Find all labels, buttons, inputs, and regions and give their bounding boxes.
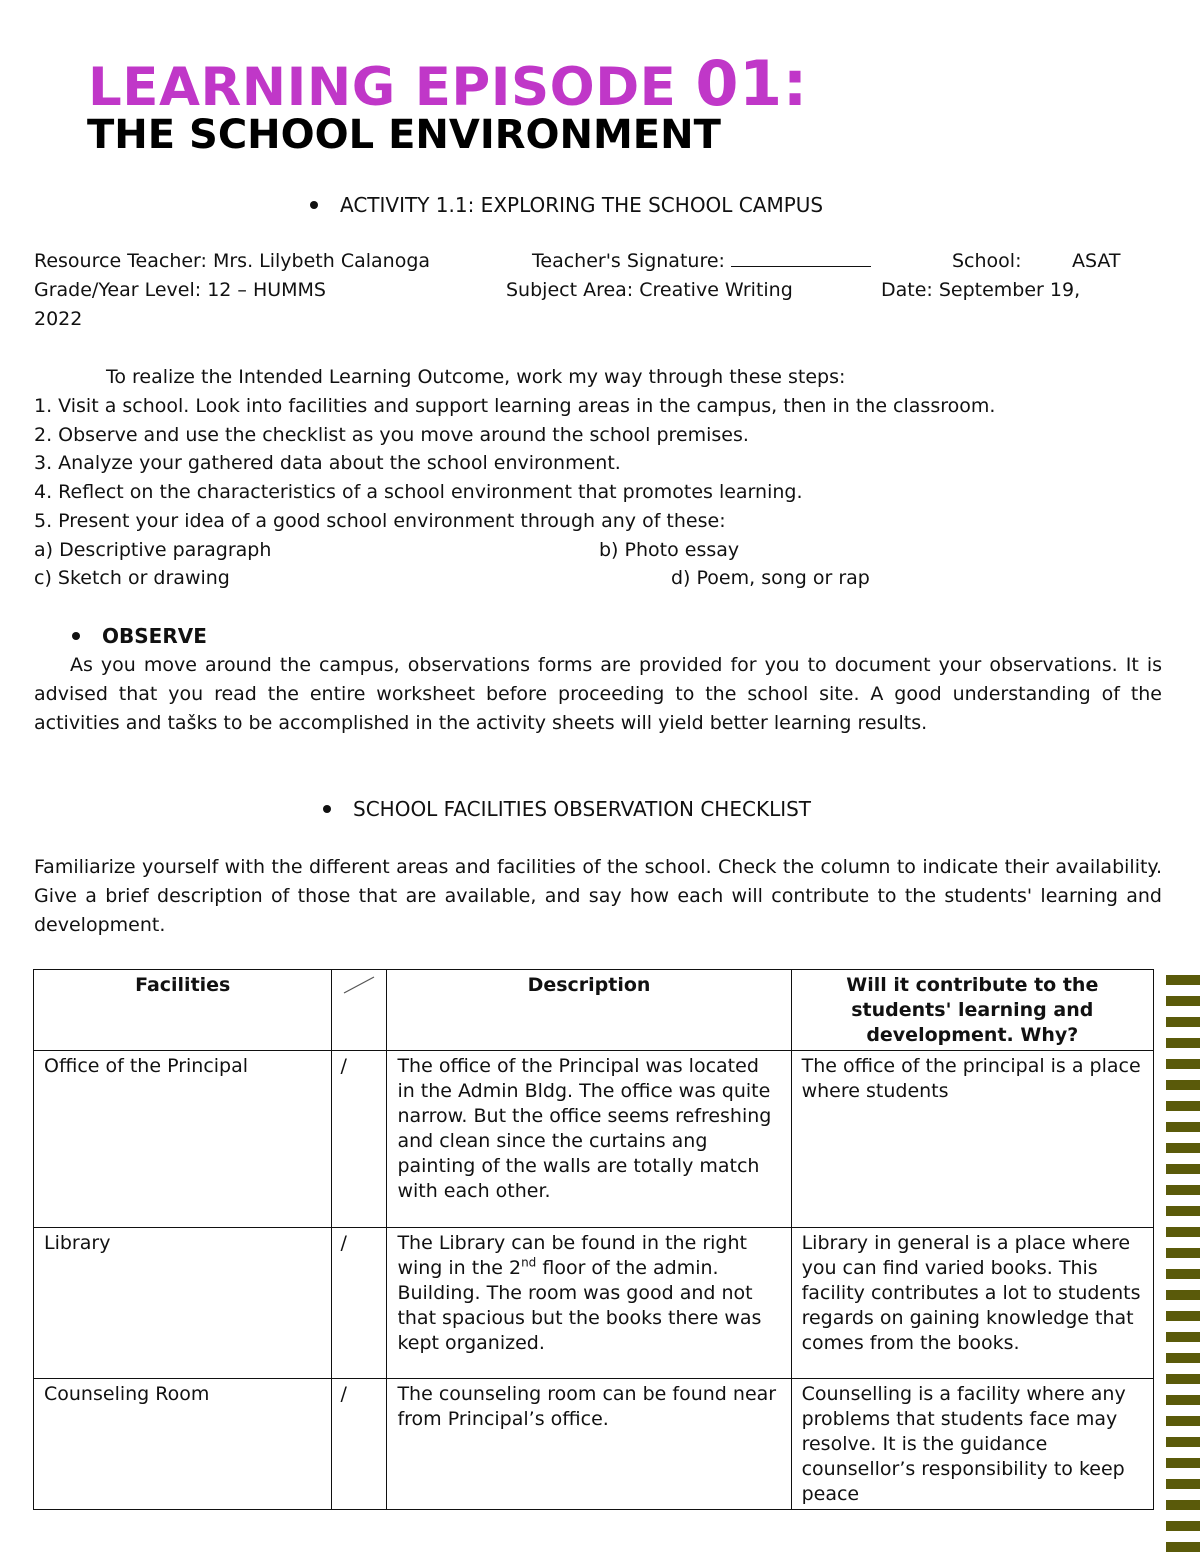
ordinal-suffix: nd (521, 1255, 537, 1270)
facility-cell: Library (34, 1228, 332, 1379)
header-contribution: Will it contribute to the students' learning and development. Why? (791, 970, 1153, 1051)
option-c: c) Sketch or drawing (34, 567, 230, 589)
check-cell: / (332, 1228, 387, 1379)
facility-cell: Office of the Principal (34, 1051, 332, 1228)
contribution-cell: The office of the principal is a place where students (791, 1051, 1153, 1228)
facility-cell: Counseling Room (34, 1379, 332, 1510)
steps-intro: To realize the Intended Learning Outcome, work my way through these steps: (106, 366, 846, 388)
option-b: b) Photo essay (599, 539, 740, 561)
header-description: Description (387, 970, 791, 1051)
description-cell: The counseling room can be found near from Principal’s office. (387, 1379, 791, 1510)
table-row (34, 1228, 1154, 1379)
activity-heading-text: ACTIVITY 1.1: EXPLORING THE SCHOOL CAMPUS (340, 193, 824, 217)
episode-title-prefix: LEARNING EPISODE (88, 57, 696, 118)
decorative-side-stripes (1166, 975, 1200, 1553)
observe-paragraph: As you move around the campus, observations forms are provided for you to document your observations. It is advised that you read the entire worksheet before proceeding to the school site. A good understanding of the activities and tašks to be accomplished in the activity sheets will yield better learning results. (34, 654, 1162, 734)
checklist-heading (323, 795, 811, 823)
contribution-cell: Library in general is a place where you can find varied books. This facility contributes a lot to students regards on gaining knowledge that comes from the books. (791, 1228, 1153, 1379)
checklist-instructions: Familiarize yourself with the different areas and facilities of the school. Check the column to indicate their availability. Give a brief description of those that are available, and say how each will contribute to the students' learning and development. (34, 856, 1162, 936)
observe-heading-text: OBSERVE (102, 624, 207, 648)
step-item: 5. Present your idea of a good school environment through any of these: (34, 510, 726, 532)
episode-number: 01: (695, 47, 808, 120)
description-cell (387, 1228, 791, 1379)
bullet-icon (310, 201, 318, 209)
checklist-heading-text: SCHOOL FACILITIES OBSERVATION CHECKLIST (353, 797, 812, 821)
signature-blank-line (731, 248, 871, 267)
table-header-row (34, 970, 1154, 1051)
bullet-icon (72, 632, 80, 640)
subject-area: Subject Area: Creative Writing (506, 279, 793, 301)
resource-teacher: Resource Teacher: Mrs. Lilybeth Calanoga (34, 250, 431, 272)
table-row (34, 1051, 1154, 1228)
step-item: 2. Observe and use the checklist as you move around the school premises. (34, 424, 749, 446)
contribution-cell: Counselling is a facility where any problems that students face may resolve. It is the guidance counsellor’s responsibility to keep peace (791, 1379, 1153, 1510)
date-year: 2022 (34, 308, 83, 330)
step-item: 1. Visit a school. Look into facilities and support learning areas in the campus, then in the classroom. (34, 395, 996, 417)
episode-subtitle: THE SCHOOL ENVIRONMENT (87, 112, 721, 158)
grade-level: Grade/Year Level: 12 – HUMMS (34, 279, 326, 301)
facilities-table (33, 969, 1154, 1510)
table-row (34, 1379, 1154, 1510)
check-cell: / (332, 1379, 387, 1510)
check-column-icon (342, 973, 376, 995)
bullet-icon (323, 805, 331, 813)
description-cell: The office of the Principal was located in the Admin Bldg. The office was quite narrow. But the office seems refreshing and clean since the curtains ang painting of the walls are totally match with each other. (387, 1051, 791, 1228)
description-text: floor of the admin. Building. The room was good and not that spacious but the books there was kept organized. (397, 1257, 762, 1354)
date: Date: September 19, (881, 279, 1081, 301)
teacher-signature (532, 247, 871, 275)
activity-heading (310, 191, 823, 219)
observe-heading (72, 622, 207, 650)
school-label: School: (952, 250, 1022, 272)
signature-label: Teacher's Signature: (532, 250, 725, 272)
step-item: 4. Reflect on the characteristics of a school environment that promotes learning. (34, 481, 803, 503)
option-d: d) Poem, song or rap (671, 567, 870, 589)
step-item: 3. Analyze your gathered data about the school environment. (34, 452, 621, 474)
header-check (332, 970, 387, 1051)
option-a: a) Descriptive paragraph (34, 539, 272, 561)
header-facilities: Facilities (34, 970, 332, 1051)
description-text: The Library can be found in the right wing in the 2 (397, 1232, 747, 1279)
school-value: ASAT (1072, 250, 1121, 272)
check-cell: / (332, 1051, 387, 1228)
